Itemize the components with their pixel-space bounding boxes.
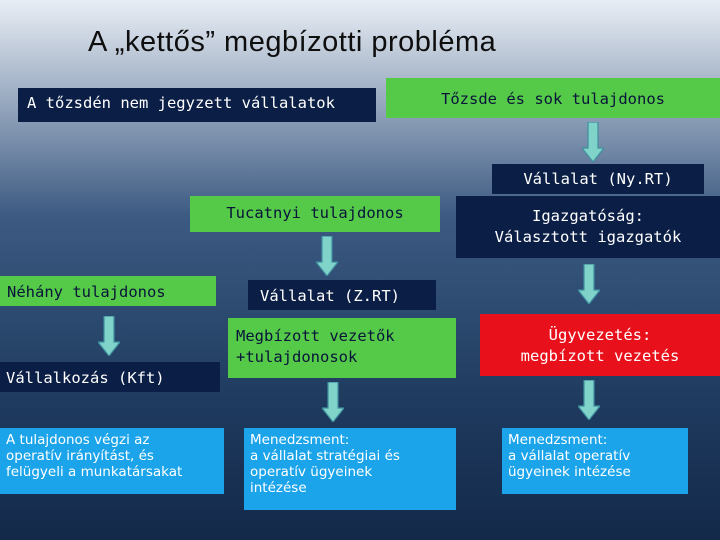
arrow-down-icon [316,236,338,276]
box-ugyvezetes [480,314,720,376]
desc-line-1: Menedzsment: [250,432,350,448]
box-tucatnyi-tulajdonos [190,196,440,232]
box-igazgatosag [456,196,720,258]
desc-line-4: intézése [250,480,307,496]
desc-line-2: operatív irányítást, és [6,448,154,464]
label: A tőzsdén nem jegyzett vállalatok [27,94,335,112]
desc-line-1: A tulajdonos végzi az [6,432,150,448]
label-line-2: megbízott vezetés [520,347,680,365]
desc-line-3: felügyeli a munkatársakat [6,464,183,480]
box-vallalkozas-kft [0,362,220,392]
box-vallalat-zrt [248,280,436,310]
desc-line-3: operatív ügyeinek [250,464,373,480]
page-title: A „kettős” megbízotti probléma [88,26,497,58]
box-tozsde-sok-tulajdonos [386,78,720,118]
box-nyrt-leiras [502,428,688,494]
box-zrt-leiras [244,428,456,510]
box-megbizott-vezetok [228,318,456,378]
label-line-2: Választott igazgatók [494,228,682,246]
arrow-down-icon [578,380,600,420]
box-tozsden-nem-jegyzett [18,88,376,122]
box-kft-leiras [0,428,224,494]
desc-line-3: ügyeinek intézése [508,464,631,480]
arrow-down-icon [322,382,344,422]
arrow-down-icon [582,122,604,162]
box-nehany-tulajdonos [0,276,216,306]
desc-line-2: a vállalat stratégiai és [250,448,400,464]
label: Tőzsde és sok tulajdonos [441,90,665,108]
box-vallalat-nyrt [492,164,704,194]
label: Vállalat (Z.RT) [260,287,400,305]
label-line-2: +tulajdonosok [236,348,358,366]
label: Tucatnyi tulajdonos [226,204,404,222]
label-line-1: Megbízott vezetők [236,327,395,345]
arrow-down-icon [578,264,600,304]
desc-line-1: Menedzsment: [508,432,608,448]
arrow-down-icon [98,316,120,356]
label: Vállalat (Ny.RT) [523,170,673,188]
label: Vállalkozás (Kft) [6,369,165,387]
label-line-1: Ügyvezetés: [548,326,652,344]
label: Néhány tulajdonos [7,283,166,301]
desc-line-2: a vállalat operatív [508,448,631,464]
label-line-1: Igazgatóság: [532,207,644,225]
